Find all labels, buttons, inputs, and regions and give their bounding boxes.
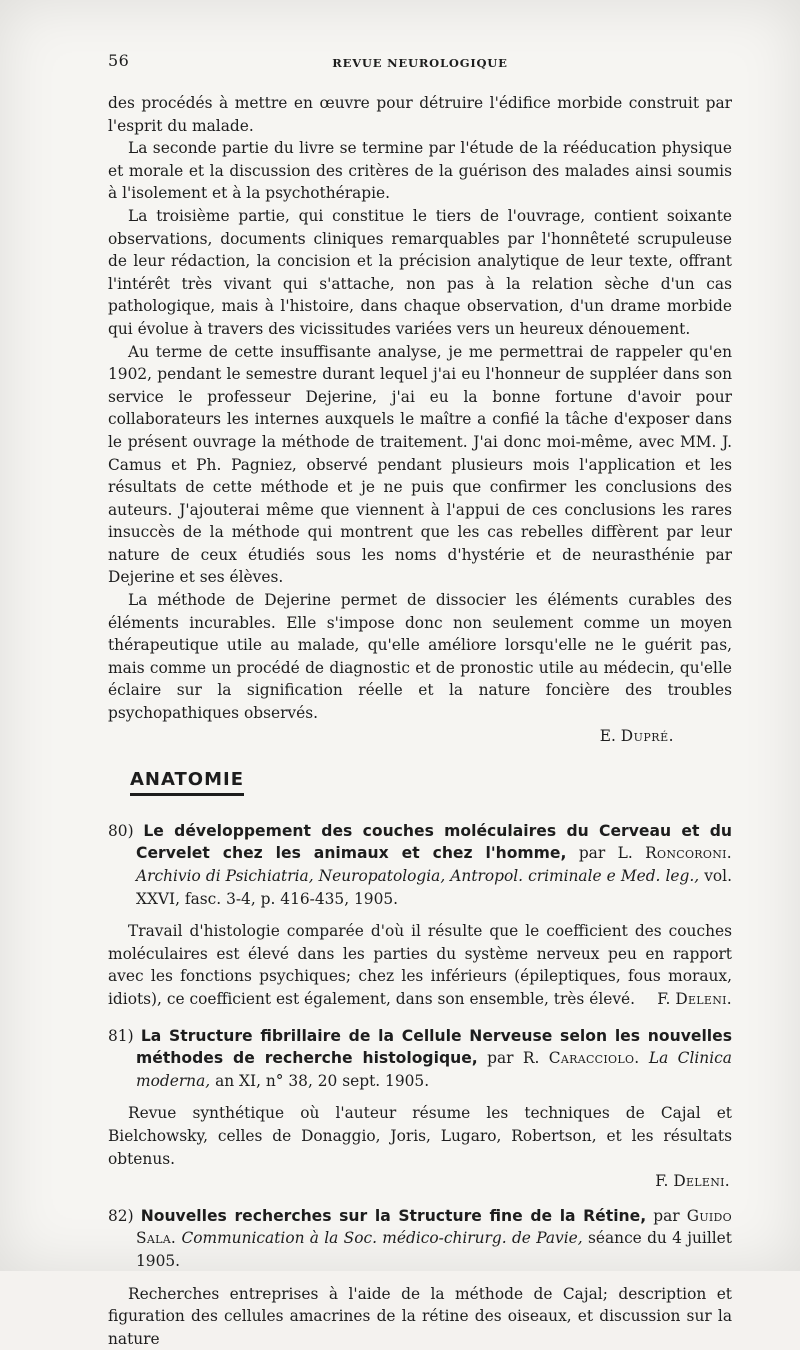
page-number: 56 xyxy=(108,50,129,73)
entry-signature xyxy=(637,988,732,1011)
entry-author: Guido Sala. xyxy=(136,1207,732,1248)
page-content xyxy=(108,50,732,1350)
entry-number: 82) xyxy=(108,1207,134,1225)
entry-signature-name: Deleni. xyxy=(675,990,732,1008)
entry-title: Le développement des couches moléculaires du Cerveau et du Cervelet chez les animaux et chez l'homme, xyxy=(136,822,732,863)
entry-signature xyxy=(108,1170,732,1193)
review-paragraph: La troisième partie, qui constitue le tiers de l'ouvrage, contient soixante observations, documents cliniques remarquables par l'honnêteté scrupuleuse de leur rédaction, la concision et la précision analytique de leur texte, offrant l'intérêt très vivant qui s'attache, non pas à la relation sèche d'un cas pathologique, mais à l'histoire, dans chaque observation, d'un drame morbide qui évolue à travers des vicissitudes variées vers un heureux dénouement. xyxy=(108,205,732,341)
abstract-entry xyxy=(108,1025,732,1193)
entry-number: 80) xyxy=(108,822,134,840)
entry-source: Communication à la Soc. médico-chirurg. de Pavie, xyxy=(181,1229,582,1247)
review-paragraph: Au terme de cette insuffisante analyse, je me permettrai de rappeler qu'en 1902, pendant le semestre durant lequel j'ai eu l'honneur de suppléer dans son service le professeur Dejerine, j'ai eu la bonne fortune d'avoir pour collaborateurs les internes auxquels le maître a confié la tâche d'exposer dans le présent ouvrage la méthode de traitement. J'ai donc moi-même, avec MM. J. Camus et Ph. Pagniez, observé pendant plusieurs mois l'application et les résultats de cette méthode et je ne puis que confirmer les conclusions des auteurs. J'ajouterai même que viennent à l'appui de ces conclusions les rares insuccès de la méthode qui montrent que les cas rebelles diffèrent par leur nature de ceux étudiés sous les noms d'hystérie et de neurasthénie par Dejerine et ses élèves. xyxy=(108,341,732,590)
entry-author: Roncoroni. xyxy=(645,844,732,862)
entry-heading xyxy=(108,820,732,910)
entry-details: an XI, n° 38, 20 sept. 1905. xyxy=(215,1072,429,1090)
entry-by: par xyxy=(653,1207,679,1225)
review-paragraph: La méthode de Dejerine permet de dissocier les éléments curables des éléments incurables. Elle s'impose donc non seulement comme un moyen thérapeutique utile au malade, qu'elle améliore lorsqu'elle ne le guérit pas, mais comme un procédé de diagnostic et de pronostic utile au médecin, qu'elle éclaire sur la signification réelle et la nature foncière des troubles psychopathiques observés. xyxy=(108,589,732,725)
entry-summary xyxy=(108,920,732,1010)
entry-author: Caracciolo. xyxy=(549,1049,640,1067)
entry-author-initial: R. xyxy=(523,1049,539,1067)
signature-initial: E. xyxy=(600,727,616,745)
entry-signature-name: Deleni. xyxy=(673,1172,730,1190)
entry-author-initial: L. xyxy=(618,844,633,862)
entry-heading xyxy=(108,1025,732,1093)
entry-title: Nouvelles recherches sur la Structure fine de la Rétine, xyxy=(141,1207,646,1225)
running-head: REVUE NEUROLOGIQUE xyxy=(108,52,732,75)
entry-signature-initial: F. xyxy=(657,990,670,1008)
entry-summary: Revue synthétique où l'auteur résume les techniques de Cajal et Bielchowsky, celles de Donaggio, Joris, Lugaro, Robertson, et les résultats obtenus. xyxy=(108,1102,732,1170)
entry-source: La Clinica moderna, xyxy=(136,1049,732,1090)
review-signature xyxy=(108,725,732,748)
entry-summary-text: Travail d'histologie comparée d'où il résulte que le coefficient des couches moléculaires est élevé dans les parties du système nerveux peu en rapport avec les fonctions psychiques; chez les inférieurs (épileptiques, fous moraux, idiots), ce coefficient est également, dans son ensemble, très élevé. xyxy=(108,922,732,1008)
abstract-entry xyxy=(108,820,732,1011)
entry-number: 81) xyxy=(108,1027,134,1045)
review-paragraph: des procédés à mettre en œuvre pour détruire l'édifice morbide construit par l'esprit du malade. xyxy=(108,92,732,137)
entry-title: La Structure fibrillaire de la Cellule Nerveuse selon les nouvelles méthodes de recherche histologique, xyxy=(136,1027,732,1068)
entry-by: par xyxy=(579,844,605,862)
entry-heading xyxy=(108,1205,732,1273)
signature-name: Dupré. xyxy=(621,727,674,745)
entry-signature-initial: F. xyxy=(655,1172,668,1190)
entry-details: séance du 4 juillet 1905. xyxy=(136,1229,732,1270)
abstract-entry xyxy=(108,1205,732,1350)
entry-details: vol. XXVI, fasc. 3-4, p. 416-435, 1905. xyxy=(136,867,732,908)
entry-source: Archivio di Psichiatria, Neuropatologia, Antropol. criminale e Med. leg., xyxy=(136,867,699,885)
entry-by: par xyxy=(487,1049,513,1067)
section-heading: ANATOMIE xyxy=(130,769,244,796)
entry-summary: Recherches entreprises à l'aide de la méthode de Cajal; description et figuration des cellules amacrines de la rétine des oiseaux, et discussion sur la nature xyxy=(108,1283,732,1350)
review-paragraph: La seconde partie du livre se termine par l'étude de la rééducation physique et morale et la discussion des critères de la guérison des malades ainsi soumis à l'isolement et à la psychothérapie. xyxy=(108,137,732,205)
page-header xyxy=(108,50,732,76)
